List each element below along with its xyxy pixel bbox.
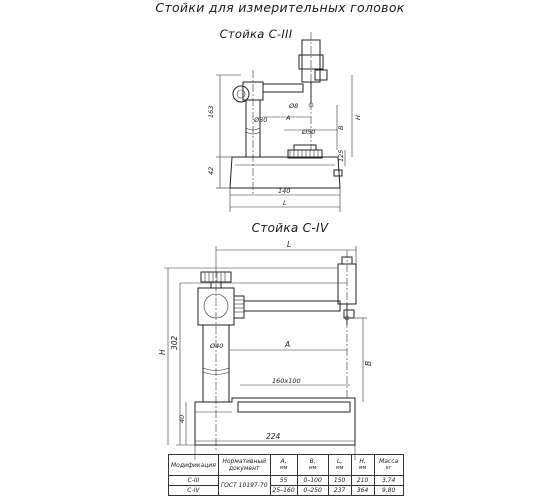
cell-a: 25–160	[270, 486, 297, 496]
cell-l: 150	[328, 476, 351, 486]
c4-dim-h: H	[158, 349, 167, 355]
header-a: A, мм	[270, 455, 297, 476]
c4-dim-302: 302	[170, 335, 179, 350]
cell-l: 237	[328, 486, 351, 496]
c3-dim-125: 125	[337, 149, 345, 162]
c4-dim-40: 40	[178, 414, 186, 423]
c3-dim-l: L	[283, 199, 287, 207]
c4-dim-l: L	[287, 240, 292, 249]
main-title: Стойки для измерительных головок	[155, 0, 405, 15]
header-l: L, мм	[328, 455, 351, 476]
c3-dim-140: 140	[278, 187, 291, 195]
c3-knob	[233, 86, 249, 102]
header-h: H, мм	[351, 455, 374, 476]
table-row	[169, 486, 404, 496]
c3-dim-163: 163	[207, 105, 215, 118]
c3-dim-b: B	[337, 125, 345, 130]
cell-b: 0–100	[297, 476, 328, 486]
stand-c4-title: Стойка С-IV	[251, 221, 329, 235]
c3-dim-42: 42	[207, 166, 215, 175]
c4-dim-160: 160х100	[272, 377, 301, 385]
c3-base	[230, 157, 340, 188]
c3-dim-d50: Ø50	[302, 128, 316, 136]
header-b: B, мм	[297, 455, 328, 476]
c4-side-knob	[234, 296, 244, 318]
stand-c4-drawing	[158, 240, 373, 460]
c3-dim-a: A	[286, 114, 291, 122]
cell-mass: 9,80	[374, 486, 403, 496]
c3-arm	[263, 84, 303, 92]
c3-dim-d8: Ø8	[289, 102, 299, 110]
cell-h: 210	[351, 476, 374, 486]
header-document: Нормативный документ	[218, 455, 270, 476]
cell-document: ГОСТ 10197-70	[218, 476, 270, 496]
c4-table-plate	[238, 402, 350, 412]
cell-b: 0–250	[297, 486, 328, 496]
table-row	[169, 476, 404, 486]
cell-h: 364	[351, 486, 374, 496]
header-mass: Масса кг	[374, 455, 403, 476]
cell-modification: С-IV	[169, 486, 219, 496]
stand-c3-title: Стойка С-III	[219, 27, 293, 41]
spec-table-header	[169, 455, 404, 476]
stand-c3-drawing	[207, 32, 362, 212]
c4-dim-a: A	[285, 340, 291, 349]
c4-arm	[244, 301, 340, 311]
c4-dim-d40: Ø40	[210, 342, 224, 350]
header-modification: Модификация	[169, 455, 219, 476]
spec-table	[168, 454, 404, 496]
c3-base-screw	[334, 170, 342, 176]
c3-dim-h: H	[354, 115, 362, 120]
cell-a: 55	[270, 476, 297, 486]
cell-mass: 3,74	[374, 476, 403, 486]
c4-dim-224: 224	[266, 432, 281, 441]
c3-dim-d30: Ø30	[254, 116, 268, 124]
cell-modification: С-III	[169, 476, 219, 486]
c4-dim-b: B	[364, 360, 373, 366]
